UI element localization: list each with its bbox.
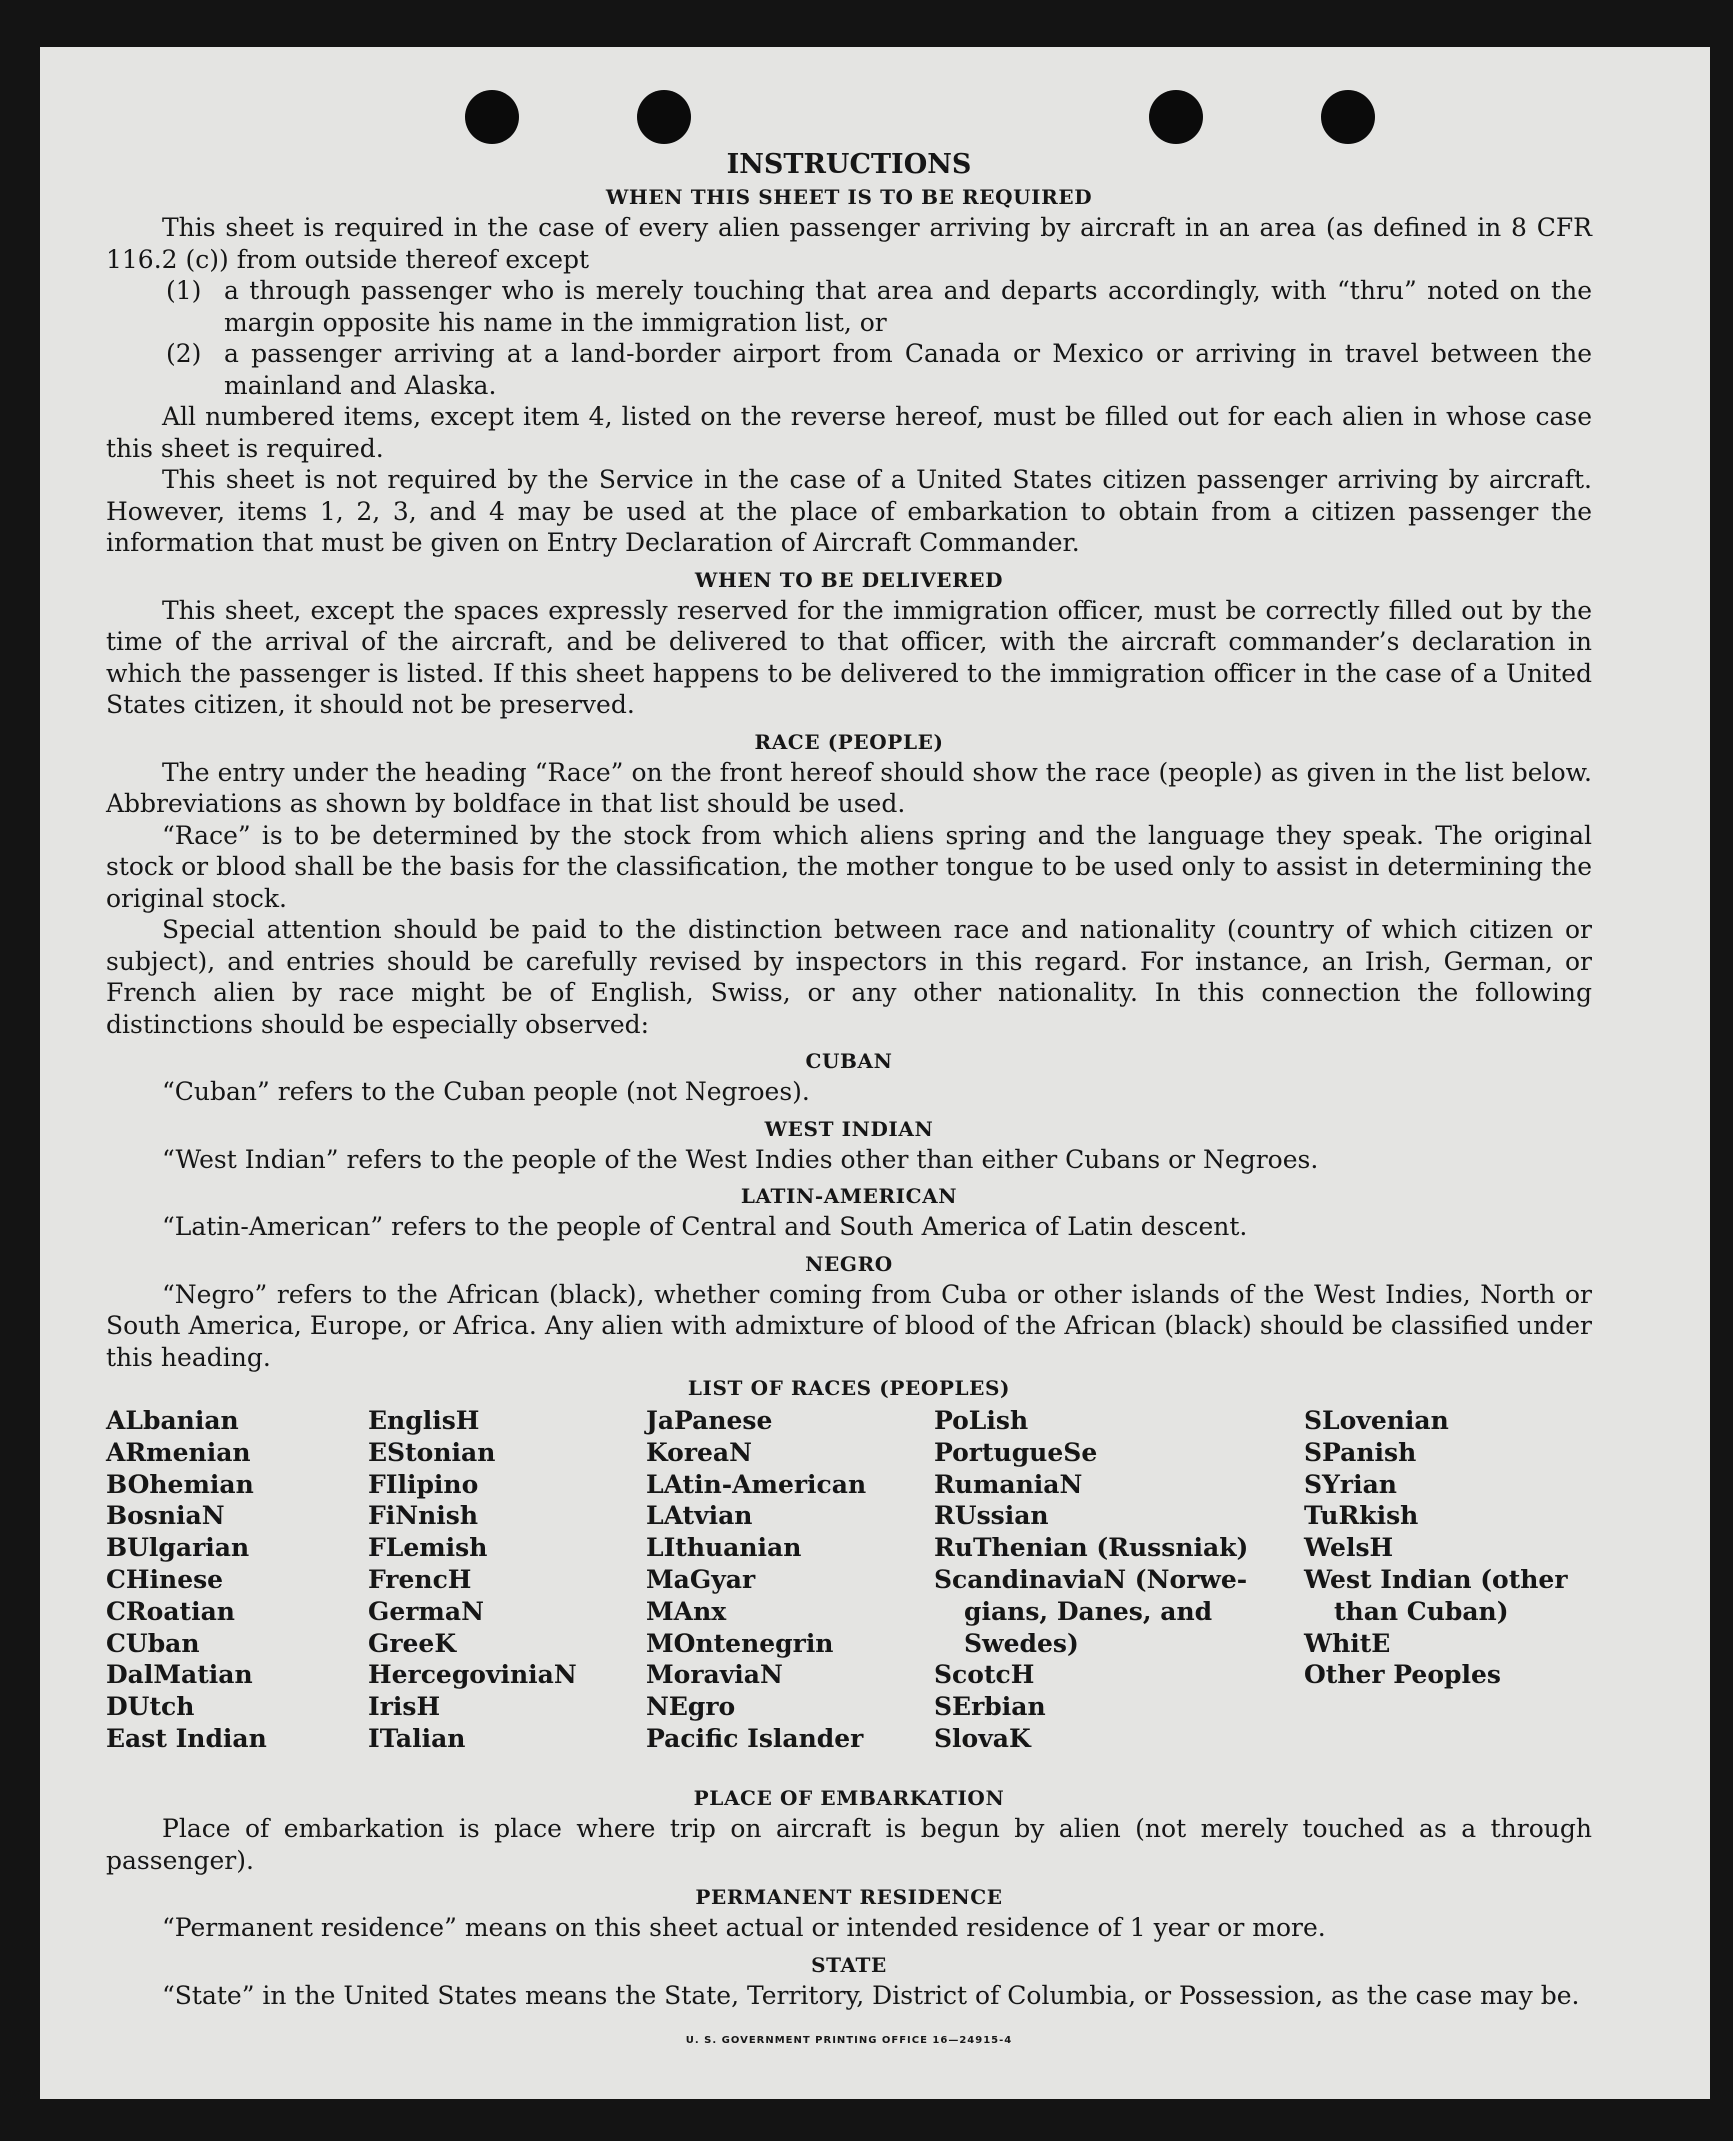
race-entry: JaPanese	[646, 1406, 773, 1435]
heading-state: STATE	[811, 1952, 887, 1977]
race-column-4	[934, 1405, 1248, 1755]
race-entry: LIthuanian	[646, 1533, 802, 1563]
race-entry: BUlgarian	[106, 1533, 250, 1563]
heading-when-delivered: WHEN TO BE DELIVERED	[694, 567, 1004, 592]
race-entry: SYrian	[1304, 1469, 1397, 1499]
race-entry: EnglisH	[368, 1406, 480, 1435]
race-entry: FiNnish	[368, 1501, 479, 1531]
race-entry: MAnx	[646, 1596, 727, 1626]
race-entry: EStonian	[368, 1437, 496, 1467]
heading-cuban: CUBAN	[805, 1049, 893, 1073]
race-entry: LAtvian	[646, 1501, 753, 1531]
race-entry: MoraviaN	[646, 1660, 783, 1690]
race-entry: Other Peoples	[1304, 1660, 1501, 1690]
race-entry: BOhemian	[106, 1469, 254, 1499]
paragraph-race-nationality: Special attention should be paid to the distinction between race and nationality (country of which citizen or subject), and entries should be carefully revised by inspectors in this regard. For instance, an Irish, German, or French alien by race might be of English, Swiss, or any other nationality. In this connection the following distinctions should be especially observed:	[106, 915, 1592, 1039]
race-entry: NEgro	[646, 1692, 736, 1722]
race-entry: LAtin-American	[646, 1469, 867, 1499]
punch-hole-2	[637, 90, 691, 144]
paragraph-required: This sheet is required in the case of every alien passenger arriving by aircraft in an area (as defined in 8 CFR 116.2 (c)) from outside thereof except	[106, 213, 1592, 274]
exception-list	[166, 275, 1592, 401]
race-entry: ScotcH	[934, 1660, 1035, 1690]
item-number: (1)	[166, 276, 202, 305]
race-entry: FLemish	[368, 1533, 488, 1563]
punch-hole-4	[1321, 90, 1375, 144]
race-column-3	[646, 1405, 866, 1755]
race-entry: SLovenian	[1304, 1406, 1449, 1435]
heading-race: RACE (PEOPLE)	[754, 729, 944, 754]
page-title: INSTRUCTIONS	[726, 149, 972, 180]
race-entry: DalMatian	[106, 1660, 253, 1690]
race-list	[106, 1403, 1592, 1783]
race-entry: ScandinaviaN (Norwe-	[934, 1564, 1248, 1594]
race-entry: ARmenian	[106, 1437, 251, 1467]
heading-embarkation: PLACE OF EMBARKATION	[693, 1786, 1005, 1810]
race-entry: WhitE	[1304, 1628, 1391, 1658]
paragraph-numbered-items: All numbered items, except item 4, listed on the reverse hereof, must be filled out for each alien in whose case this sheet is required.	[106, 402, 1592, 463]
race-entry: Pacific Islander	[646, 1723, 864, 1753]
printing-office-imprint: U. S. GOVERNMENT PRINTING OFFICE 16—24915-4	[685, 2035, 1013, 2046]
paragraph-embarkation: Place of embarkation is place where trip on aircraft is begun by alien (not merely touched as a through passenger).	[106, 1814, 1592, 1875]
paragraph-cuban: “Cuban” refers to the Cuban people (not Negroes).	[162, 1077, 810, 1106]
race-entry: ITalian	[368, 1723, 466, 1753]
item-number: (2)	[166, 339, 202, 368]
punch-hole-1	[465, 90, 519, 144]
race-entry: East Indian	[106, 1723, 267, 1753]
paragraph-citizen: This sheet is not required by the Service in the case of a United States citizen passenger arriving by aircraft. However, items 1, 2, 3, and 4 may be used at the place of embarkation to obtain from a citizen passenger the information that must be given on Entry Declaration of Aircraft Commander.	[106, 465, 1592, 557]
race-entry: CHinese	[106, 1564, 224, 1594]
paragraph-residence: “Permanent residence” means on this sheet actual or intended residence of 1 year or more.	[162, 1913, 1326, 1942]
race-entry: gians, Danes, and	[964, 1596, 1213, 1626]
punch-hole-3	[1149, 90, 1203, 144]
heading-latin-american: LATIN-AMERICAN	[740, 1184, 958, 1208]
race-entry: RUssian	[934, 1501, 1049, 1531]
paragraph-latin-american: “Latin-American” refers to the people of Central and South America of Latin descent.	[162, 1212, 1248, 1241]
race-entry: Swedes)	[964, 1628, 1079, 1658]
race-entry: RuThenian (Russniak)	[934, 1533, 1249, 1563]
heading-negro: NEGRO	[805, 1251, 893, 1276]
race-entry: CUban	[106, 1628, 200, 1658]
race-entry: FrencH	[368, 1564, 472, 1594]
paragraph-west-indian: “West Indian” refers to the people of the West Indies other than either Cubans or Negroes.	[162, 1144, 1319, 1174]
race-entry: HercegoviniaN	[368, 1660, 577, 1690]
race-entry: RumaniaN	[934, 1469, 1083, 1499]
instructions-content	[106, 148, 1592, 2057]
race-entry: WelsH	[1304, 1533, 1394, 1563]
race-entry: SlovaK	[934, 1723, 1031, 1753]
race-entry: West Indian (other	[1304, 1564, 1568, 1594]
paragraph-race-stock: “Race” is to be determined by the stock from which aliens spring and the language they speak. The original stock or blood shall be the basis for the classification, the mother tongue to be used only to assist in determining the original stock.	[106, 820, 1592, 913]
paragraph-race-entry: The entry under the heading “Race” on the front hereof should show the race (people) as given in the list below. Abbreviations as shown by boldface in that list should be used.	[106, 757, 1592, 818]
list-item	[166, 275, 1592, 338]
heading-residence: PERMANENT RESIDENCE	[695, 1885, 1003, 1909]
paragraph-negro: “Negro” refers to the African (black), whether coming from Cuba or other islands of the West Indies, North or South America, Europe, or Africa. Any alien with admixture of blood of the African (black) should be classified under this heading.	[106, 1279, 1592, 1372]
heading-list-of-races: LIST OF RACES (PEOPLES)	[687, 1376, 1011, 1400]
heading-when-required: WHEN THIS SHEET IS TO BE REQUIRED	[605, 185, 1093, 209]
heading-west-indian: WEST INDIAN	[764, 1116, 934, 1141]
race-column-2	[368, 1405, 577, 1755]
race-entry: IrisH	[368, 1692, 441, 1722]
race-entry: PoLish	[934, 1406, 1029, 1435]
race-entry: MOntenegrin	[646, 1628, 834, 1658]
race-column-1	[106, 1405, 267, 1755]
race-entry: BosniaN	[106, 1501, 225, 1531]
paragraph-delivered: This sheet, except the spaces expressly reserved for the immigration officer, must be correctly filled out by the time of the arrival of the aircraft, and be delivered to that officer, with the aircraft commander’s declaration in which the passenger is listed. If this sheet happens to be delivered to the immigration officer in the case of a United States citizen, it should not be preserved.	[106, 595, 1592, 719]
race-entry: than Cuban)	[1334, 1596, 1509, 1626]
race-entry: GermaN	[368, 1596, 484, 1626]
race-entry: PortugueSe	[934, 1437, 1098, 1467]
race-entry: SPanish	[1304, 1437, 1417, 1467]
race-entry: FIlipino	[368, 1469, 479, 1499]
race-entry: KoreaN	[646, 1437, 752, 1467]
paragraph-state: “State” in the United States means the State, Territory, District of Columbia, or Possession, as the case may be.	[162, 1980, 1580, 2010]
race-entry: SErbian	[934, 1692, 1046, 1722]
race-entry: ALbanian	[106, 1406, 239, 1435]
item-text: a through passenger who is merely touching that area and departs accordingly, with “thru” noted on the margin opposite his name in the immigration list, or	[224, 276, 1592, 337]
race-entry: MaGyar	[646, 1564, 756, 1594]
item-text: a passenger arriving at a land-border airport from Canada or Mexico or arriving in travel between the mainland and Alaska.	[224, 339, 1592, 400]
list-item	[166, 338, 1592, 401]
race-column-5	[1304, 1405, 1568, 1691]
race-entry: GreeK	[368, 1628, 457, 1658]
race-entry: CRoatian	[106, 1596, 235, 1626]
race-entry: TuRkish	[1304, 1501, 1419, 1531]
race-entry: DUtch	[106, 1692, 195, 1722]
